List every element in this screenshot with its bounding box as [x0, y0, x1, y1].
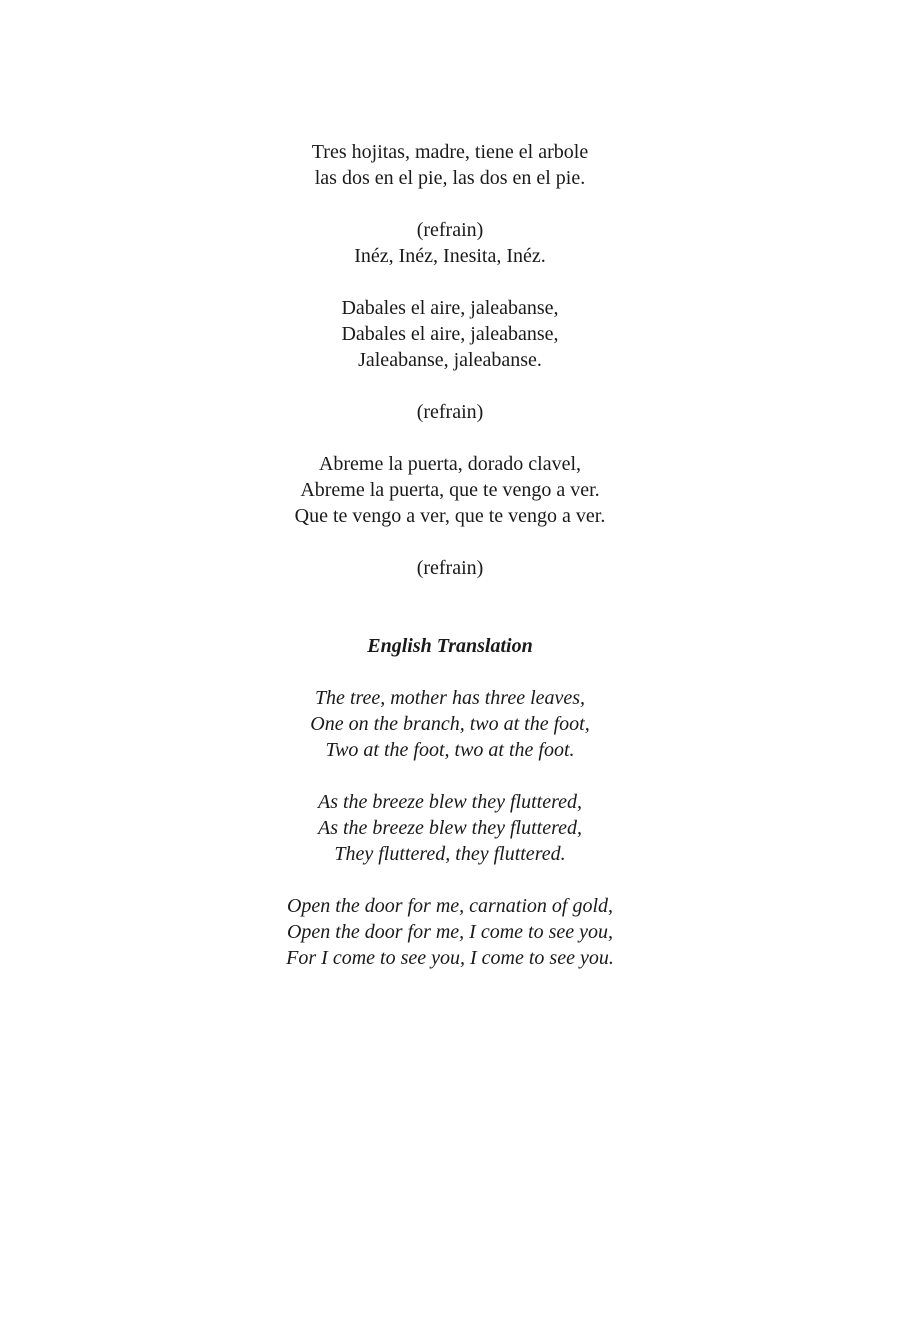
- lyric-line: Dabales el aire, jaleabanse,: [341, 297, 559, 319]
- lyric-line: Open the door for me, I come to see you,: [286, 921, 614, 943]
- spanish-stanza-2: [0, 217, 900, 269]
- refrain-label: (refrain): [416, 557, 484, 579]
- lyric-line: As the breeze blew they fluttered,: [318, 791, 582, 813]
- lyric-line: The tree, mother has three leaves,: [314, 687, 586, 709]
- english-translation: [0, 633, 900, 971]
- song-page: [0, 139, 900, 997]
- refrain-label: (refrain): [416, 401, 484, 423]
- english-stanza-1: [0, 685, 900, 763]
- spanish-stanza-3: [0, 295, 900, 373]
- spanish-lyrics: [0, 139, 900, 581]
- lyric-line: Inéz, Inéz, Inesita, Inéz.: [354, 245, 546, 267]
- lyric-line: Jaleabanse, jaleabanse.: [358, 349, 542, 371]
- spanish-stanza-1: [0, 139, 900, 191]
- lyric-line: Open the door for me, carnation of gold,: [286, 895, 614, 917]
- english-stanza-2: [0, 789, 900, 867]
- english-stanza-3: [0, 893, 900, 971]
- lyric-line: One on the branch, two at the foot,: [310, 713, 590, 735]
- spanish-stanza-5: [0, 451, 900, 529]
- lyric-line: For I come to see you, I come to see you.: [286, 947, 614, 969]
- lyric-line: Que te vengo a ver, que te vengo a ver.: [294, 505, 606, 527]
- refrain-label: (refrain): [416, 219, 484, 241]
- lyric-line: Abreme la puerta, que te vengo a ver.: [300, 479, 600, 501]
- lyric-line: They fluttered, they fluttered.: [334, 843, 566, 865]
- lyric-line: Tres hojitas, madre, tiene el arbole: [311, 141, 589, 163]
- lyric-line: Abreme la puerta, dorado clavel,: [318, 453, 582, 475]
- spanish-stanza-4: [0, 399, 900, 425]
- lyric-line: Dabales el aire, jaleabanse,: [341, 323, 559, 345]
- spanish-stanza-6: [0, 555, 900, 581]
- lyric-line: las dos en el pie, las dos en el pie.: [314, 167, 586, 189]
- lyric-line: As the breeze blew they fluttered,: [318, 817, 582, 839]
- lyric-line: Two at the foot, two at the foot.: [325, 739, 575, 761]
- translation-title: English Translation: [367, 635, 533, 657]
